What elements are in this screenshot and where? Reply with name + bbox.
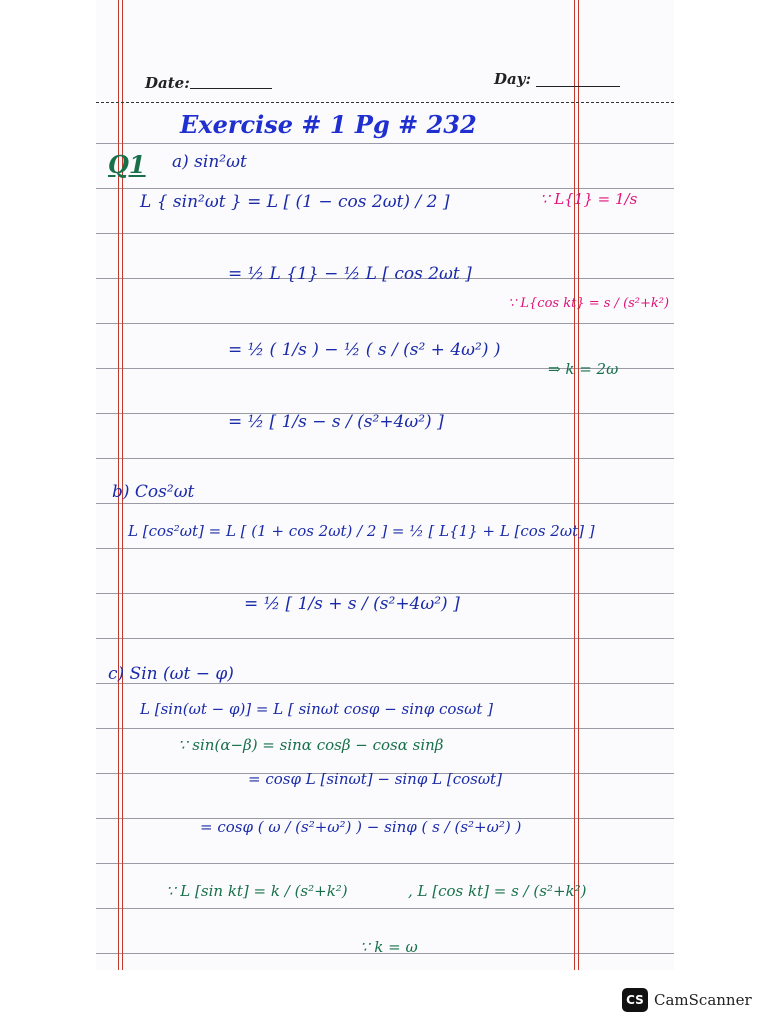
part-a-line-3: = ½ ( 1/s ) − ½ ( s / (s² + 4ω²) ): [228, 340, 501, 360]
part-a-line-2: = ½ L {1} − ½ L [ cos 2ωt ]: [228, 264, 472, 284]
day-label: Day:: [494, 70, 531, 88]
part-c-note-3: ∵ k = ω: [360, 938, 418, 956]
margin-line-right-2: [578, 0, 579, 970]
part-c-label: c) Sin (ωt − φ): [108, 664, 234, 684]
day-line: [536, 86, 620, 87]
camscanner-logo-icon: CS: [622, 988, 648, 1012]
part-a-note-1: ∵ L{1} = 1/s: [540, 190, 638, 208]
part-a-line-4: = ½ [ 1/s − s / (s²+4ω²) ]: [228, 412, 444, 432]
part-c-note-1: ∵ sin(α−β) = sinα cosβ − cosα sinβ: [178, 736, 444, 754]
part-c-note-2b: , L [cos kt] = s / (s²+k²): [408, 882, 587, 900]
part-b-label: b) Cos²ωt: [112, 482, 195, 502]
question-number: Q1: [108, 150, 146, 179]
margin-line-right: [574, 0, 575, 970]
date-line: [190, 88, 272, 89]
part-a-line-1: L { sin²ωt } = L [ (1 − cos 2ωt) / 2 ]: [140, 192, 450, 212]
camscanner-watermark: [622, 988, 752, 1012]
part-c-line-2: = cosφ L [sinωt] − sinφ L [cosωt]: [248, 770, 502, 788]
part-c-note-2a: ∵ L [sin kt] = k / (s²+k²): [166, 882, 348, 900]
part-b-line-2: = ½ [ 1/s + s / (s²+4ω²) ]: [244, 594, 460, 614]
part-b-line-1: L [cos²ωt] = L [ (1 + cos 2ωt) / 2 ] = ½ [ L{1} + L [cos 2ωt] ]: [128, 522, 595, 540]
camscanner-text: CamScanner: [654, 991, 752, 1009]
part-a-label: a) sin²ωt: [172, 152, 247, 172]
page-title: Exercise # 1 Pg # 232: [180, 110, 477, 139]
part-a-note-2: ∵ L{cos kt} = s / (s²+k²): [508, 296, 670, 311]
part-a-note-3: ⇒ k = 2ω: [548, 360, 619, 378]
part-c-line-1: L [sin(ωt − φ)] = L [ sinωt cosφ − sinφ cosωt ]: [140, 700, 493, 718]
date-label: Date:: [145, 74, 190, 92]
header-divider: [96, 102, 674, 103]
part-c-line-3: = cosφ ( ω / (s²+ω²) ) − sinφ ( s / (s²+ω²) ): [200, 818, 522, 836]
